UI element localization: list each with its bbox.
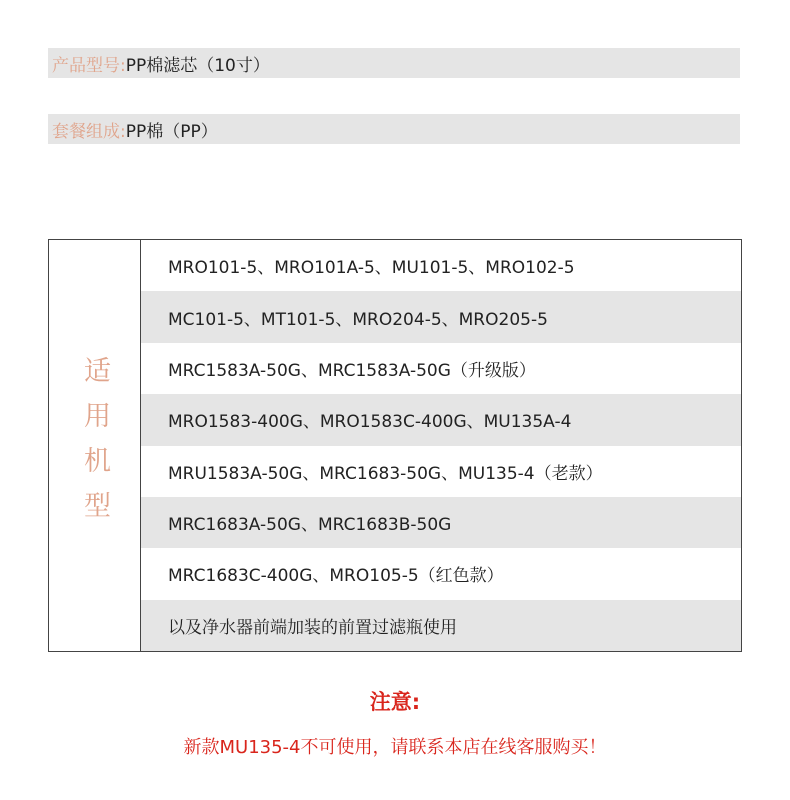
note-title: 注意: bbox=[369, 690, 421, 714]
product-model-value: PP棉滤芯（10寸） bbox=[125, 55, 270, 76]
model-row-2: MC101-5、MT101-5、MRO204-5、MRO205-5 bbox=[141, 291, 741, 342]
product-model-label: 产品型号: bbox=[52, 55, 126, 76]
model-row-6: MRC1683A-50G、MRC1683B-50G bbox=[141, 497, 741, 548]
model-row-3: MRC1583A-50G、MRC1583A-50G（升级版） bbox=[168, 360, 536, 381]
package-contents-value: PP棉（PP） bbox=[125, 121, 218, 142]
package-contents-row bbox=[48, 114, 740, 144]
product-model-row bbox=[48, 48, 740, 78]
model-row-1: MRO101-5、MRO101A-5、MU101-5、MRO102-5 bbox=[168, 258, 575, 279]
model-row-8: 以及净水器前端加装的前置过滤瓶使用 bbox=[141, 600, 741, 651]
note-text: 新款MU135-4不可使用，请联系本店在线客服购买！ bbox=[183, 737, 607, 758]
compatible-models-table bbox=[48, 239, 742, 652]
model-row-4: MRO1583-400G、MRO1583C-400G、MU135A-4 bbox=[141, 394, 741, 445]
model-row-7: MRC1683C-400G、MRO105-5（红色款） bbox=[168, 566, 504, 587]
model-row-5: MRU1583A-50G、MRC1683-50G、MU135-4（老款） bbox=[168, 463, 603, 484]
compatible-models-header bbox=[49, 240, 141, 651]
package-contents-label: 套餐组成: bbox=[52, 121, 126, 142]
compatible-models-header-text: 适用机型 bbox=[79, 355, 110, 536]
compatible-models-list bbox=[141, 240, 741, 651]
